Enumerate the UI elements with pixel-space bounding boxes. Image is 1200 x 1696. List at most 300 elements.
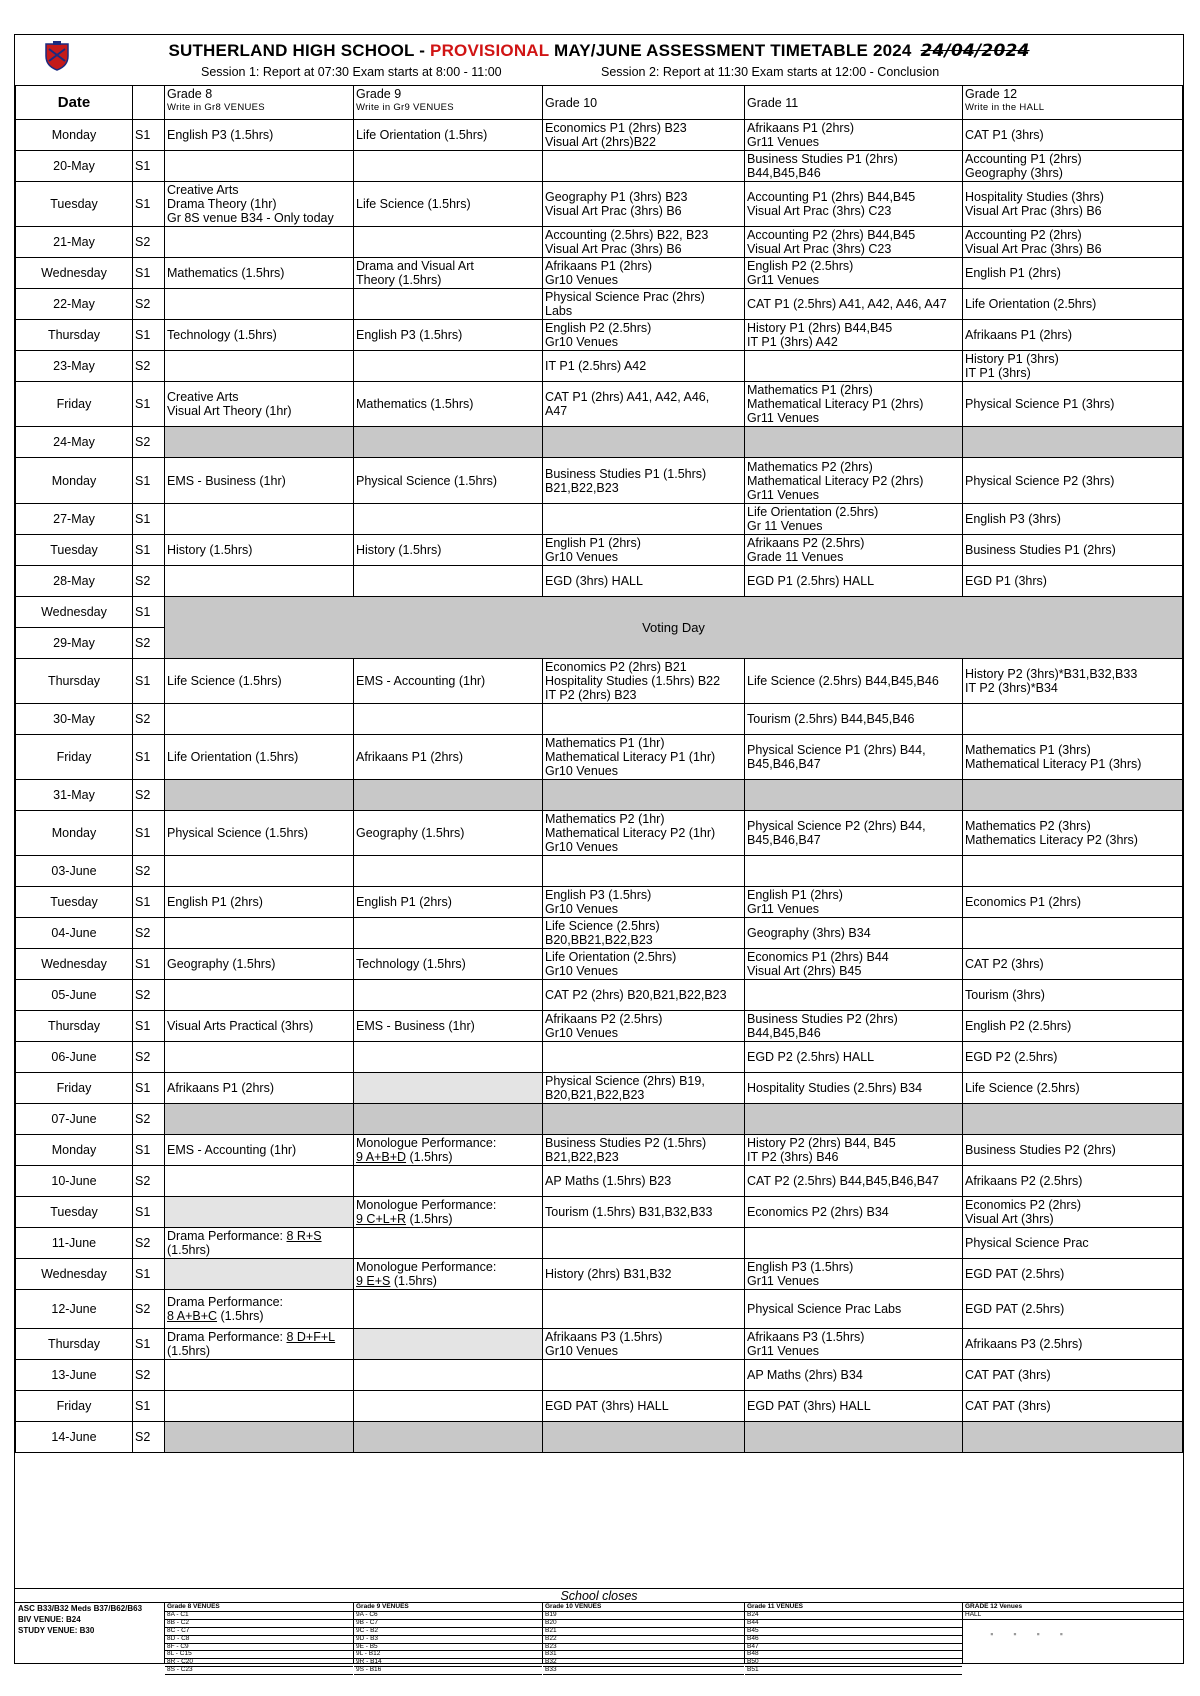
date-cell: 13-June bbox=[16, 1360, 133, 1391]
exam-cell-g9 bbox=[354, 1290, 543, 1329]
exam-cell-g8 bbox=[165, 427, 354, 458]
exam-cell-g9: Monologue Performance: 9 A+B+D (1.5hrs) bbox=[354, 1135, 543, 1166]
exam-cell-g8: History (1.5hrs) bbox=[165, 535, 354, 566]
exam-cell-g9: Afrikaans P1 (2hrs) bbox=[354, 735, 543, 780]
exam-cell-g9 bbox=[354, 980, 543, 1011]
table-row bbox=[16, 780, 1183, 811]
exam-cell-g10 bbox=[543, 151, 745, 182]
session-2-text: Session 2: Report at 11:30 Exam starts at 12:00 - Conclusion bbox=[601, 65, 940, 79]
grade-9-venues bbox=[354, 1603, 542, 1674]
exam-cell-g8 bbox=[165, 351, 354, 382]
session-times bbox=[201, 65, 1183, 79]
exam-cell-g8: Life Science (1.5hrs) bbox=[165, 659, 354, 704]
exam-cell-g11: English P2 (2.5hrs) Gr11 Venues bbox=[745, 258, 963, 289]
table-row bbox=[16, 320, 1183, 351]
timetable-page bbox=[14, 34, 1184, 1674]
exam-cell-g10: CAT P2 (2hrs) B20,B21,B22,B23 bbox=[543, 980, 745, 1011]
date-cell: Thursday bbox=[16, 1329, 133, 1360]
venue-item: B33 bbox=[543, 1667, 744, 1675]
column-grade-12: Grade 12 Write in the HALL bbox=[963, 86, 1183, 120]
exam-cell-g12: CAT PAT (3hrs) bbox=[963, 1391, 1183, 1422]
date-cell: 29-May bbox=[16, 628, 133, 659]
exam-cell-g11 bbox=[745, 1104, 963, 1135]
table-row bbox=[16, 151, 1183, 182]
venue-item: B19 bbox=[543, 1612, 744, 1620]
exam-cell-g10 bbox=[543, 1422, 745, 1453]
header-row bbox=[16, 86, 1183, 120]
exam-cell-g11: Economics P2 (2hrs) B34 bbox=[745, 1197, 963, 1228]
exam-cell-g10 bbox=[543, 1290, 745, 1329]
table-row bbox=[16, 458, 1183, 504]
timetable bbox=[15, 85, 1183, 1453]
exam-cell-g8: Geography (1.5hrs) bbox=[165, 949, 354, 980]
session-cell: S1 bbox=[133, 504, 165, 535]
exam-cell-g11: Business Studies P1 (2hrs) B44,B45,B46 bbox=[745, 151, 963, 182]
exam-cell-g10: IT P1 (2.5hrs) A42 bbox=[543, 351, 745, 382]
exam-cell-g9 bbox=[354, 566, 543, 597]
exam-cell-g10: Economics P1 (2hrs) B23 Visual Art (2hrs)B22 bbox=[543, 120, 745, 151]
date-cell: 06-June bbox=[16, 1042, 133, 1073]
exam-cell-g11: Afrikaans P3 (1.5hrs) Gr11 Venues bbox=[745, 1329, 963, 1360]
exam-cell-g10 bbox=[543, 1104, 745, 1135]
exam-cell-g8 bbox=[165, 227, 354, 258]
exam-cell-g12: CAT P2 (3hrs) bbox=[963, 949, 1183, 980]
column-grade-11: Grade 11 bbox=[745, 86, 963, 120]
exam-cell-g10: Mathematics P1 (1hr) Mathematical Literacy P1 (1hr) Gr10 Venues bbox=[543, 735, 745, 780]
exam-cell-g9: Drama and Visual Art Theory (1.5hrs) bbox=[354, 258, 543, 289]
decorative-dots: ▪▪▪▪ bbox=[990, 1629, 1083, 1639]
venue-item: B31 bbox=[543, 1651, 744, 1659]
exam-cell-g9 bbox=[354, 1104, 543, 1135]
exam-cell-g10: Geography P1 (3hrs) B23 Visual Art Prac (3hrs) B6 bbox=[543, 182, 745, 227]
exam-cell-g12: Business Studies P1 (2hrs) bbox=[963, 535, 1183, 566]
exam-cell-g12: Physical Science Prac bbox=[963, 1228, 1183, 1259]
table-row bbox=[16, 704, 1183, 735]
session-cell: S1 bbox=[133, 1329, 165, 1360]
session-cell: S1 bbox=[133, 1259, 165, 1290]
exam-cell-g8 bbox=[165, 504, 354, 535]
exam-cell-g12: Business Studies P2 (2hrs) bbox=[963, 1135, 1183, 1166]
venue-item: 8F - C9 bbox=[165, 1644, 353, 1652]
venue-item: 8R - C20 bbox=[165, 1659, 353, 1667]
session-cell: S1 bbox=[133, 320, 165, 351]
exam-cell-g8 bbox=[165, 1104, 354, 1135]
date-cell: Monday bbox=[16, 458, 133, 504]
exam-cell-g10 bbox=[543, 1042, 745, 1073]
exam-cell-g9: Life Orientation (1.5hrs) bbox=[354, 120, 543, 151]
exam-cell-g10 bbox=[543, 427, 745, 458]
venue-item: 8L - C15 bbox=[165, 1651, 353, 1659]
exam-cell-g12: Afrikaans P2 (2.5hrs) bbox=[963, 1166, 1183, 1197]
exam-cell-g12 bbox=[963, 1104, 1183, 1135]
exam-cell-g10: Afrikaans P1 (2hrs) Gr10 Venues bbox=[543, 258, 745, 289]
date-cell: 27-May bbox=[16, 504, 133, 535]
exam-cell-g9 bbox=[354, 1073, 543, 1104]
table-row bbox=[16, 1391, 1183, 1422]
exam-cell-g12 bbox=[963, 704, 1183, 735]
venue-note: BIV VENUE: B24 bbox=[18, 1615, 81, 1624]
session-cell: S2 bbox=[133, 1360, 165, 1391]
exam-cell-g9: EMS - Accounting (1hr) bbox=[354, 659, 543, 704]
date-cell: Wednesday bbox=[16, 949, 133, 980]
exam-cell-g12: History P1 (3hrs) IT P1 (3hrs) bbox=[963, 351, 1183, 382]
exam-cell-g10: History (2hrs) B31,B32 bbox=[543, 1259, 745, 1290]
exam-cell-g11: EGD P2 (2.5hrs) HALL bbox=[745, 1042, 963, 1073]
exam-cell-g10: Life Orientation (2.5hrs) Gr10 Venues bbox=[543, 949, 745, 980]
table-row bbox=[16, 1011, 1183, 1042]
session-cell: S1 bbox=[133, 887, 165, 918]
exam-cell-g8: EMS - Business (1hr) bbox=[165, 458, 354, 504]
date-cell: Tuesday bbox=[16, 182, 133, 227]
exam-cell-g9: Life Science (1.5hrs) bbox=[354, 182, 543, 227]
session-cell: S1 bbox=[133, 735, 165, 780]
exam-cell-g12 bbox=[963, 780, 1183, 811]
voting-day-cell: Voting Day bbox=[165, 597, 1183, 659]
school-closes-note: School closes bbox=[15, 1588, 1183, 1603]
exam-cell-g11: English P3 (1.5hrs) Gr11 Venues bbox=[745, 1259, 963, 1290]
column-grade-10: Grade 10 bbox=[543, 86, 745, 120]
table-row bbox=[16, 1422, 1183, 1453]
exam-cell-g9 bbox=[354, 1329, 543, 1360]
exam-cell-g10: AP Maths (1.5hrs) B23 bbox=[543, 1166, 745, 1197]
exam-cell-g10: Economics P2 (2hrs) B21 Hospitality Studies (1.5hrs) B22 IT P2 (2hrs) B23 bbox=[543, 659, 745, 704]
exam-cell-g11: Mathematics P1 (2hrs) Mathematical Literacy P1 (2hrs) Gr11 Venues bbox=[745, 382, 963, 427]
table-row bbox=[16, 1073, 1183, 1104]
session-cell: S2 bbox=[133, 856, 165, 887]
venue-item: 9D - B3 bbox=[354, 1636, 542, 1644]
date-cell: Friday bbox=[16, 1391, 133, 1422]
venue-note: ASC B33/B32 Meds B37/B62/B63 bbox=[18, 1604, 143, 1613]
date-cell: Thursday bbox=[16, 659, 133, 704]
session-cell: S2 bbox=[133, 704, 165, 735]
table-row bbox=[16, 566, 1183, 597]
exam-cell-g11: Life Orientation (2.5hrs) Gr 11 Venues bbox=[745, 504, 963, 535]
exam-cell-g8: Afrikaans P1 (2hrs) bbox=[165, 1073, 354, 1104]
exam-cell-g9 bbox=[354, 1228, 543, 1259]
date-cell: 04-June bbox=[16, 918, 133, 949]
date-cell: 11-June bbox=[16, 1228, 133, 1259]
date-cell: 03-June bbox=[16, 856, 133, 887]
venue-item: 8A - C1 bbox=[165, 1612, 353, 1620]
grade-11-venues bbox=[745, 1603, 962, 1674]
exam-cell-g12 bbox=[963, 918, 1183, 949]
exam-cell-g12: CAT P1 (3hrs) bbox=[963, 120, 1183, 151]
exam-cell-g8 bbox=[165, 289, 354, 320]
exam-cell-g8: English P3 (1.5hrs) bbox=[165, 120, 354, 151]
venue-item: 8C - C7 bbox=[165, 1628, 353, 1636]
exam-cell-g10: Afrikaans P2 (2.5hrs) Gr10 Venues bbox=[543, 1011, 745, 1042]
table-row bbox=[16, 980, 1183, 1011]
venue-item: B46 bbox=[745, 1636, 962, 1644]
exam-cell-g9 bbox=[354, 918, 543, 949]
exam-cell-g11: CAT P2 (2.5hrs) B44,B45,B46,B47 bbox=[745, 1166, 963, 1197]
session-cell: S2 bbox=[133, 227, 165, 258]
exam-cell-g12: Tourism (3hrs) bbox=[963, 980, 1183, 1011]
exam-cell-g9: Mathematics (1.5hrs) bbox=[354, 382, 543, 427]
venue-heading: Grade 8 VENUES bbox=[165, 1603, 353, 1612]
exam-cell-g10: English P1 (2hrs) Gr10 Venues bbox=[543, 535, 745, 566]
table-row bbox=[16, 949, 1183, 980]
exam-cell-g8: Drama Performance: 8 R+S (1.5hrs) bbox=[165, 1228, 354, 1259]
exam-cell-g9 bbox=[354, 780, 543, 811]
revision-date: 24/04/2024 bbox=[920, 41, 1030, 61]
exam-cell-g9 bbox=[354, 1360, 543, 1391]
session-cell: S2 bbox=[133, 289, 165, 320]
table-row bbox=[16, 659, 1183, 704]
table-row bbox=[16, 351, 1183, 382]
date-cell: Monday bbox=[16, 811, 133, 856]
exam-cell-g8 bbox=[165, 1197, 354, 1228]
exam-cell-g10 bbox=[543, 780, 745, 811]
exam-cell-g11: Accounting P1 (2hrs) B44,B45 Visual Art Prac (3hrs) C23 bbox=[745, 182, 963, 227]
exam-cell-g12: Afrikaans P3 (2.5hrs) bbox=[963, 1329, 1183, 1360]
exam-cell-g8 bbox=[165, 566, 354, 597]
exam-cell-g10: Life Science (2.5hrs) B20,BB21,B22,B23 bbox=[543, 918, 745, 949]
date-cell: 20-May bbox=[16, 151, 133, 182]
exam-cell-g12 bbox=[963, 1422, 1183, 1453]
exam-cell-g11: AP Maths (2hrs) B34 bbox=[745, 1360, 963, 1391]
exam-cell-g8 bbox=[165, 1042, 354, 1073]
venue-item: B22 bbox=[543, 1636, 744, 1644]
exam-cell-g10: CAT P1 (2hrs) A41, A42, A46, A47 bbox=[543, 382, 745, 427]
exam-cell-g12: Hospitality Studies (3hrs) Visual Art Prac (3hrs) B6 bbox=[963, 182, 1183, 227]
exam-cell-g12 bbox=[963, 427, 1183, 458]
venue-item: B21 bbox=[543, 1628, 744, 1636]
exam-cell-g9 bbox=[354, 351, 543, 382]
session-cell: S2 bbox=[133, 1166, 165, 1197]
table-row bbox=[16, 918, 1183, 949]
session-cell: S1 bbox=[133, 811, 165, 856]
table-row bbox=[16, 1135, 1183, 1166]
other-venues bbox=[15, 1603, 165, 1664]
exam-cell-g10: Mathematics P2 (1hr) Mathematical Literacy P2 (1hr) Gr10 Venues bbox=[543, 811, 745, 856]
venue-item: B24 bbox=[745, 1612, 962, 1620]
exam-cell-g8: Drama Performance: 8 D+F+L (1.5hrs) bbox=[165, 1329, 354, 1360]
venue-item: 8S - C23 bbox=[165, 1667, 353, 1675]
exam-cell-g12: EGD P1 (3hrs) bbox=[963, 566, 1183, 597]
exam-cell-g11: EGD PAT (3hrs) HALL bbox=[745, 1391, 963, 1422]
venue-heading: Grade 11 VENUES bbox=[745, 1603, 962, 1612]
exam-cell-g8 bbox=[165, 918, 354, 949]
venue-item: B50 bbox=[745, 1659, 962, 1667]
exam-cell-g9 bbox=[354, 704, 543, 735]
exam-cell-g10 bbox=[543, 704, 745, 735]
session-cell: S2 bbox=[133, 1042, 165, 1073]
venue-heading: Grade 9 VENUES bbox=[354, 1603, 542, 1612]
table-row bbox=[16, 856, 1183, 887]
date-cell: 07-June bbox=[16, 1104, 133, 1135]
table-row bbox=[16, 289, 1183, 320]
exam-cell-g10: EGD (3hrs) HALL bbox=[543, 566, 745, 597]
exam-cell-g12: Mathematics P2 (3hrs) Mathematics Literacy P2 (3hrs) bbox=[963, 811, 1183, 856]
exam-cell-g8 bbox=[165, 1360, 354, 1391]
exam-cell-g11: CAT P1 (2.5hrs) A41, A42, A46, A47 bbox=[745, 289, 963, 320]
exam-cell-g11: EGD P1 (2.5hrs) HALL bbox=[745, 566, 963, 597]
session-cell: S2 bbox=[133, 1104, 165, 1135]
exam-cell-g10: Business Studies P2 (1.5hrs) B21,B22,B23 bbox=[543, 1135, 745, 1166]
exam-cell-g8 bbox=[165, 780, 354, 811]
date-cell: Monday bbox=[16, 120, 133, 151]
date-cell: 22-May bbox=[16, 289, 133, 320]
date-cell: Wednesday bbox=[16, 1259, 133, 1290]
exam-cell-g10 bbox=[543, 856, 745, 887]
column-grade-8: Grade 8 Write in Gr8 VENUES bbox=[165, 86, 354, 120]
session-cell: S1 bbox=[133, 458, 165, 504]
date-cell: 21-May bbox=[16, 227, 133, 258]
exam-cell-g9 bbox=[354, 227, 543, 258]
venue-item: 9L - B12 bbox=[354, 1651, 542, 1659]
venue-item: B45 bbox=[745, 1628, 962, 1636]
exam-cell-g11: Life Science (2.5hrs) B44,B45,B46 bbox=[745, 659, 963, 704]
date-cell: 12-June bbox=[16, 1290, 133, 1329]
table-row bbox=[16, 1329, 1183, 1360]
date-cell: 10-June bbox=[16, 1166, 133, 1197]
date-cell: 31-May bbox=[16, 780, 133, 811]
exam-cell-g10 bbox=[543, 1360, 745, 1391]
exam-cell-g11: History P1 (2hrs) B44,B45 IT P1 (3hrs) A42 bbox=[745, 320, 963, 351]
venue-item: 9E - B5 bbox=[354, 1644, 542, 1652]
exam-cell-g8 bbox=[165, 1166, 354, 1197]
table-row bbox=[16, 1228, 1183, 1259]
venue-item: 9S - B16 bbox=[354, 1667, 542, 1675]
session-cell: S1 bbox=[133, 949, 165, 980]
venue-item: 8D - C8 bbox=[165, 1636, 353, 1644]
table-row bbox=[16, 597, 1183, 628]
session-cell: S2 bbox=[133, 1422, 165, 1453]
exam-cell-g10 bbox=[543, 1228, 745, 1259]
session-cell: S1 bbox=[133, 1391, 165, 1422]
exam-cell-g9 bbox=[354, 1166, 543, 1197]
venue-item: 9R - B14 bbox=[354, 1659, 542, 1667]
venue-item: 8B - C2 bbox=[165, 1620, 353, 1628]
date-cell: Friday bbox=[16, 382, 133, 427]
venue-item: B23 bbox=[543, 1644, 744, 1652]
exam-cell-g9 bbox=[354, 856, 543, 887]
session-cell: S1 bbox=[133, 120, 165, 151]
session-cell: S2 bbox=[133, 566, 165, 597]
exam-cell-g11: Physical Science Prac Labs bbox=[745, 1290, 963, 1329]
exam-cell-g9 bbox=[354, 1391, 543, 1422]
exam-cell-g11: Business Studies P2 (2hrs) B44,B45,B46 bbox=[745, 1011, 963, 1042]
exam-cell-g12: Life Orientation (2.5hrs) bbox=[963, 289, 1183, 320]
table-row bbox=[16, 182, 1183, 227]
date-cell: Thursday bbox=[16, 1011, 133, 1042]
session-cell: S1 bbox=[133, 1197, 165, 1228]
exam-cell-g9: Physical Science (1.5hrs) bbox=[354, 458, 543, 504]
exam-cell-g12: Afrikaans P1 (2hrs) bbox=[963, 320, 1183, 351]
exam-cell-g12: EGD P2 (2.5hrs) bbox=[963, 1042, 1183, 1073]
exam-cell-g8 bbox=[165, 151, 354, 182]
venue-item: B20 bbox=[543, 1620, 744, 1628]
exam-cell-g9: English P1 (2hrs) bbox=[354, 887, 543, 918]
date-cell: 30-May bbox=[16, 704, 133, 735]
date-cell: 28-May bbox=[16, 566, 133, 597]
exam-cell-g12: CAT PAT (3hrs) bbox=[963, 1360, 1183, 1391]
session-cell: S1 bbox=[133, 659, 165, 704]
exam-cell-g8 bbox=[165, 980, 354, 1011]
exam-cell-g9: English P3 (1.5hrs) bbox=[354, 320, 543, 351]
venue-item: 9C - B2 bbox=[354, 1628, 542, 1636]
venue-heading: Grade 10 VENUES bbox=[543, 1603, 744, 1612]
exam-cell-g8: English P1 (2hrs) bbox=[165, 887, 354, 918]
session-cell: S2 bbox=[133, 780, 165, 811]
venue-item: B51 bbox=[745, 1667, 962, 1675]
exam-cell-g9 bbox=[354, 427, 543, 458]
exam-cell-g10: Business Studies P1 (1.5hrs) B21,B22,B23 bbox=[543, 458, 745, 504]
exam-cell-g11: Mathematics P2 (2hrs) Mathematical Literacy P2 (2hrs) Gr11 Venues bbox=[745, 458, 963, 504]
exam-cell-g12: Life Science (2.5hrs) bbox=[963, 1073, 1183, 1104]
exam-cell-g12: English P3 (3hrs) bbox=[963, 504, 1183, 535]
table-row bbox=[16, 1197, 1183, 1228]
table-row bbox=[16, 1360, 1183, 1391]
venue-item: B32 bbox=[543, 1659, 744, 1667]
table-row bbox=[16, 427, 1183, 458]
session-cell: S2 bbox=[133, 427, 165, 458]
session-cell: S1 bbox=[133, 1135, 165, 1166]
exam-cell-g12: Economics P2 (2hrs) Visual Art (3hrs) bbox=[963, 1197, 1183, 1228]
exam-cell-g8: Drama Performance: 8 A+B+C (1.5hrs) bbox=[165, 1290, 354, 1329]
venue-heading: GRADE 12 Venues bbox=[963, 1603, 1184, 1612]
exam-cell-g9: Technology (1.5hrs) bbox=[354, 949, 543, 980]
exam-cell-g10: Physical Science Prac (2hrs) Labs bbox=[543, 289, 745, 320]
exam-cell-g11: Hospitality Studies (2.5hrs) B34 bbox=[745, 1073, 963, 1104]
exam-cell-g12: Mathematics P1 (3hrs) Mathematical Literacy P1 (3hrs) bbox=[963, 735, 1183, 780]
date-cell: Tuesday bbox=[16, 535, 133, 566]
session-cell: S2 bbox=[133, 351, 165, 382]
grade-8-venues bbox=[165, 1603, 353, 1674]
exam-cell-g8: Creative Arts Visual Art Theory (1hr) bbox=[165, 382, 354, 427]
table-row bbox=[16, 735, 1183, 780]
exam-cell-g12: Accounting P2 (2hrs) Visual Art Prac (3hrs) B6 bbox=[963, 227, 1183, 258]
session-cell: S2 bbox=[133, 918, 165, 949]
exam-cell-g11: History P2 (2hrs) B44, B45 IT P2 (3hrs) B46 bbox=[745, 1135, 963, 1166]
exam-cell-g11: Geography (3hrs) B34 bbox=[745, 918, 963, 949]
date-cell: Monday bbox=[16, 1135, 133, 1166]
exam-cell-g11 bbox=[745, 856, 963, 887]
exam-cell-g11 bbox=[745, 427, 963, 458]
table-row bbox=[16, 382, 1183, 427]
date-cell: Tuesday bbox=[16, 1197, 133, 1228]
exam-cell-g12: History P2 (3hrs)*B31,B32,B33 IT P2 (3hrs)*B34 bbox=[963, 659, 1183, 704]
session-cell: S1 bbox=[133, 258, 165, 289]
exam-cell-g8: EMS - Accounting (1hr) bbox=[165, 1135, 354, 1166]
venue-note: STUDY VENUE: B30 bbox=[18, 1626, 95, 1635]
exam-cell-g9 bbox=[354, 151, 543, 182]
session-cell: S1 bbox=[133, 535, 165, 566]
session-cell: S1 bbox=[133, 151, 165, 182]
exam-cell-g8 bbox=[165, 1391, 354, 1422]
venue-item: 9B - C7 bbox=[354, 1620, 542, 1628]
exam-cell-g11: Afrikaans P2 (2.5hrs) Grade 11 Venues bbox=[745, 535, 963, 566]
exam-cell-g10: Accounting (2.5hrs) B22, B23 Visual Art Prac (3hrs) B6 bbox=[543, 227, 745, 258]
date-cell: Tuesday bbox=[16, 887, 133, 918]
venue-item: B44 bbox=[745, 1620, 962, 1628]
table-row bbox=[16, 1259, 1183, 1290]
table-row bbox=[16, 227, 1183, 258]
exam-cell-g11: Accounting P2 (2hrs) B44,B45 Visual Art Prac (3hrs) C23 bbox=[745, 227, 963, 258]
exam-cell-g8: Life Orientation (1.5hrs) bbox=[165, 735, 354, 780]
exam-cell-g11: Economics P1 (2hrs) B44 Visual Art (2hrs) B45 bbox=[745, 949, 963, 980]
page-title: SUTHERLAND HIGH SCHOOL - PROVISIONAL MAY/JUNE ASSESSMENT TIMETABLE 2024 24/04/2024 bbox=[168, 41, 1030, 61]
exam-cell-g8: Physical Science (1.5hrs) bbox=[165, 811, 354, 856]
venue-item: B47 bbox=[745, 1644, 962, 1652]
session-cell: S2 bbox=[133, 980, 165, 1011]
column-date: Date bbox=[16, 86, 133, 120]
exam-cell-g8 bbox=[165, 1259, 354, 1290]
exam-cell-g12: English P2 (2.5hrs) bbox=[963, 1011, 1183, 1042]
venue-item: B48 bbox=[745, 1651, 962, 1659]
session-cell: S1 bbox=[133, 597, 165, 628]
